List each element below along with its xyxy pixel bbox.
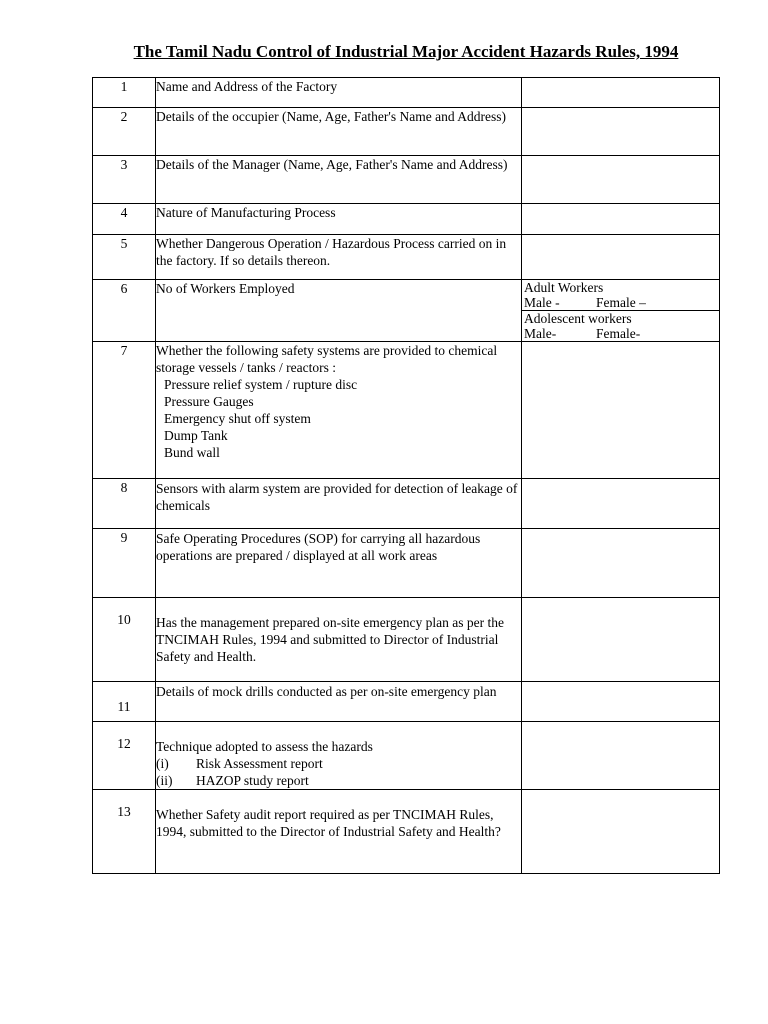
table-row: [93, 204, 720, 235]
row-number: 8: [93, 479, 156, 529]
table-row: [93, 790, 720, 874]
row-value-cell[interactable]: [522, 204, 720, 235]
roman-numeral: (ii): [156, 773, 173, 788]
row-number: 12: [93, 722, 156, 790]
row-value-cell[interactable]: [522, 479, 720, 529]
row-number: 9: [93, 529, 156, 598]
row-value-cell[interactable]: [522, 342, 720, 479]
row-number: 3: [93, 156, 156, 204]
table-row: [93, 78, 720, 108]
table-row: [93, 280, 720, 342]
row-description: Whether Dangerous Operation / Hazardous Process carried on in the factory. If so details thereon.: [156, 235, 522, 280]
table-row: [93, 156, 720, 204]
row-number: 5: [93, 235, 156, 280]
row-description: Details of the Manager (Name, Age, Father's Name and Address): [156, 156, 522, 204]
details-form-table: [92, 77, 720, 874]
row-description: Nature of Manufacturing Process: [156, 204, 522, 235]
adolescent-female-label: Female-: [596, 326, 641, 341]
row-description: Whether Safety audit report required as per TNCIMAH Rules, 1994, submitted to the Director of Industrial Safety and Health?: [156, 790, 522, 874]
adult-male-label: Male -: [524, 295, 560, 310]
row-value-cell[interactable]: [522, 682, 720, 722]
hazard-technique-item: [156, 755, 521, 772]
row-value-cell[interactable]: [522, 790, 720, 874]
table-row: [93, 598, 720, 682]
row-number: 11: [93, 682, 156, 722]
adult-workers-gender-line: [524, 295, 719, 310]
safety-system-item: Pressure relief system / rupture disc: [164, 377, 358, 392]
row-description: Sensors with alarm system are provided for detection of leakage of chemicals: [156, 479, 522, 529]
table-row: [93, 235, 720, 280]
roman-numeral: (i): [156, 756, 169, 771]
table-row: [93, 529, 720, 598]
technique-text: Risk Assessment report: [196, 756, 323, 771]
row-value-cell[interactable]: [522, 235, 720, 280]
safety-system-item: Emergency shut off system: [164, 411, 311, 426]
workers-count-cell[interactable]: [522, 280, 720, 342]
table-row: [93, 479, 720, 529]
row-description: Technique adopted to assess the hazards: [156, 739, 373, 754]
safety-system-item: Dump Tank: [164, 428, 228, 443]
adult-female-label: Female –: [596, 295, 646, 310]
row-number: 2: [93, 108, 156, 156]
row-description-with-list: [156, 722, 522, 790]
table-row: [93, 722, 720, 790]
table-row: [93, 342, 720, 479]
adolescent-male-label: Male-: [524, 326, 557, 341]
row-description: No of Workers Employed: [156, 280, 522, 342]
hazard-technique-item: [156, 772, 521, 789]
row-description: Details of mock drills conducted as per on-site emergency plan: [156, 682, 522, 722]
adult-workers-block: [522, 280, 719, 311]
safety-system-item: Bund wall: [164, 445, 220, 460]
row-value-cell[interactable]: [522, 108, 720, 156]
row-number: 13: [93, 790, 156, 874]
table-row: [93, 108, 720, 156]
row-number: 6: [93, 280, 156, 342]
row-number: 7: [93, 342, 156, 479]
adult-workers-label: Adult Workers: [524, 280, 604, 295]
row-description: Details of the occupier (Name, Age, Father's Name and Address): [156, 108, 522, 156]
row-value-cell[interactable]: [522, 156, 720, 204]
adolescent-workers-block: [522, 311, 719, 341]
document-title: The Tamil Nadu Control of Industrial Major Accident Hazards Rules, 1994: [133, 42, 679, 61]
row-number: 1: [93, 78, 156, 108]
row-description: Name and Address of the Factory: [156, 78, 522, 108]
row-value-cell[interactable]: [522, 598, 720, 682]
adolescent-workers-gender-line: [524, 326, 719, 341]
row-description: Has the management prepared on-site emergency plan as per the TNCIMAH Rules, 1994 and submitted to Director of Industrial Safety and Health.: [156, 598, 522, 682]
adolescent-workers-label: Adolescent workers: [524, 311, 632, 326]
row-value-cell[interactable]: [522, 529, 720, 598]
table-row: [93, 682, 720, 722]
safety-system-item: Pressure Gauges: [164, 394, 254, 409]
row-description-with-list: [156, 342, 522, 479]
row-number: 10: [93, 598, 156, 682]
technique-text: HAZOP study report: [196, 773, 309, 788]
row-description: Safe Operating Procedures (SOP) for carrying all hazardous operations are prepared / displayed at all work areas: [156, 529, 522, 598]
row-value-cell[interactable]: [522, 78, 720, 108]
row-value-cell[interactable]: [522, 722, 720, 790]
row-number: 4: [93, 204, 156, 235]
row-description: Whether the following safety systems are provided to chemical storage vessels / tanks / reactors :: [156, 343, 498, 375]
